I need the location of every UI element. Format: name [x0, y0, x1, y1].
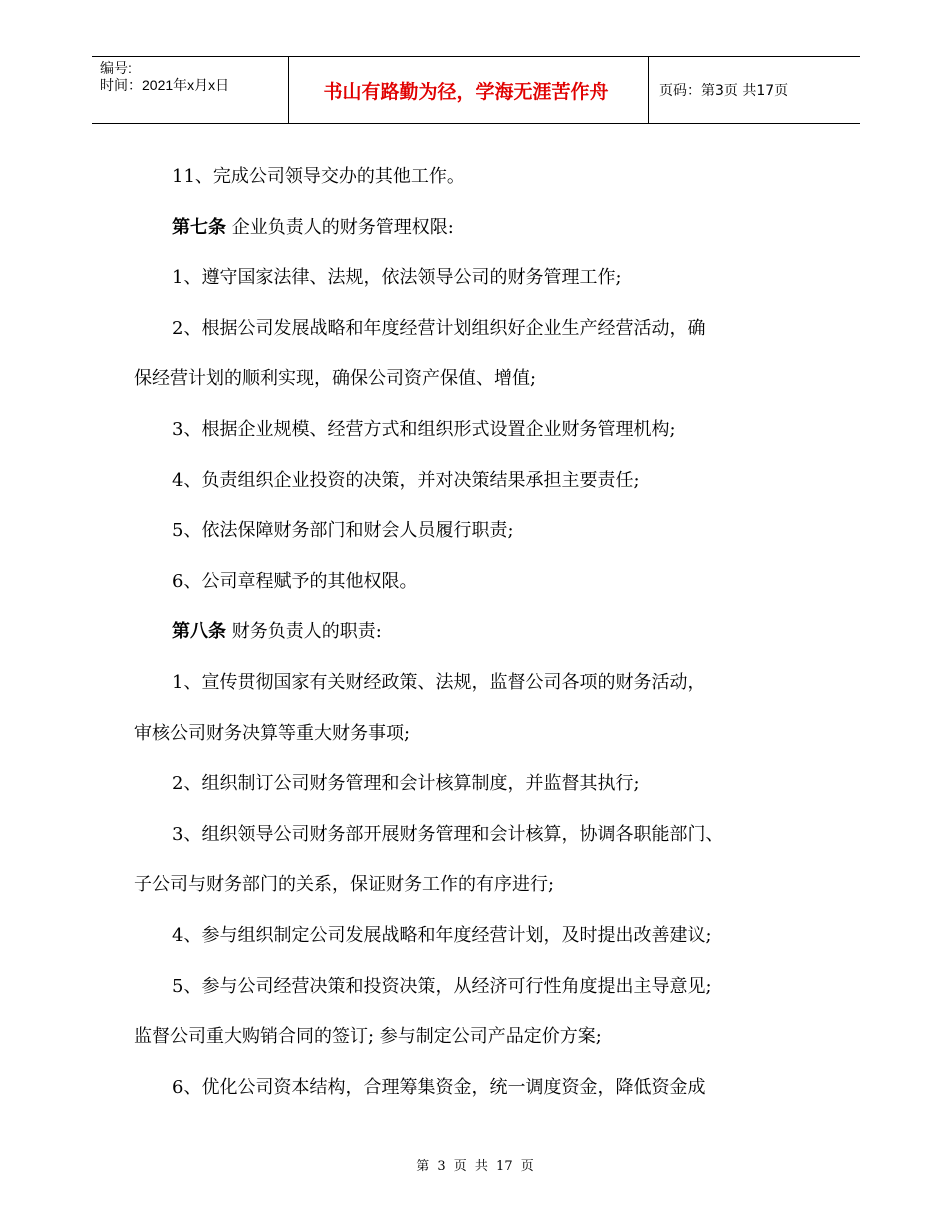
document-body: [134, 152, 834, 1113]
article-heading: 第八条 财务负责人的职责:: [172, 621, 382, 643]
body-line: 6、公司章程赋予的其他权限。: [172, 570, 418, 592]
header-motto: 书山有路勤为径，学海无涯苦作舟: [323, 80, 609, 103]
body-line: 3、根据企业规模、经营方式和组织形式设置企业财务管理机构;: [172, 418, 676, 440]
body-line: 1、宣传贯彻国家有关财经政策、法规，监督公司各项的财务活动，: [172, 671, 706, 693]
document-time: 时间：2021年x月x日: [100, 77, 230, 93]
body-line: 5、依法保障财务部门和财会人员履行职责;: [172, 520, 514, 542]
body-line: 子公司与财务部门的关系，保证财务工作的有序进行;: [134, 874, 555, 896]
body-line: 2、组织制订公司财务管理和会计核算制度，并监督其执行;: [172, 773, 640, 795]
header-divider-right: [648, 57, 649, 123]
article-number: 第八条: [172, 621, 226, 643]
body-line: 4、负责组织企业投资的决策，并对决策结果承担主要责任;: [172, 469, 640, 491]
header-meta: [100, 60, 229, 94]
header-page-info: 页码：第3页 共17页: [659, 83, 789, 99]
document-number-label: 编号:: [100, 60, 132, 76]
body-line: 2、根据公司发展战略和年度经营计划组织好企业生产经营活动，确: [172, 317, 706, 339]
page-header: [92, 56, 860, 124]
body-line: 1、遵守国家法律、法规，依法领导公司的财务管理工作;: [172, 267, 622, 289]
article-heading: 第七条 企业负责人的财务管理权限:: [172, 216, 454, 238]
article-number: 第七条: [172, 216, 226, 238]
page-footer: 第 3 页 共 17 页: [416, 1159, 534, 1174]
body-line: 6、优化公司资本结构，合理筹集资金，统一调度资金，降低资金成: [172, 1076, 706, 1098]
body-line: 4、参与组织制定公司发展战略和年度经营计划，及时提出改善建议;: [172, 924, 712, 946]
body-line: 3、组织领导公司财务部开展财务管理和会计核算，协调各职能部门、: [172, 823, 724, 845]
body-line: 审核公司财务决算等重大财务事项;: [134, 722, 411, 744]
body-line: 监督公司重大购销合同的签订; 参与制定公司产品定价方案;: [134, 1026, 602, 1048]
body-line: 11、完成公司领导交办的其他工作。: [172, 166, 465, 187]
body-line: 5、参与公司经营决策和投资决策，从经济可行性角度提出主导意见;: [172, 975, 712, 997]
body-line: 保经营计划的顺利实现，确保公司资产保值、增值;: [134, 368, 537, 390]
